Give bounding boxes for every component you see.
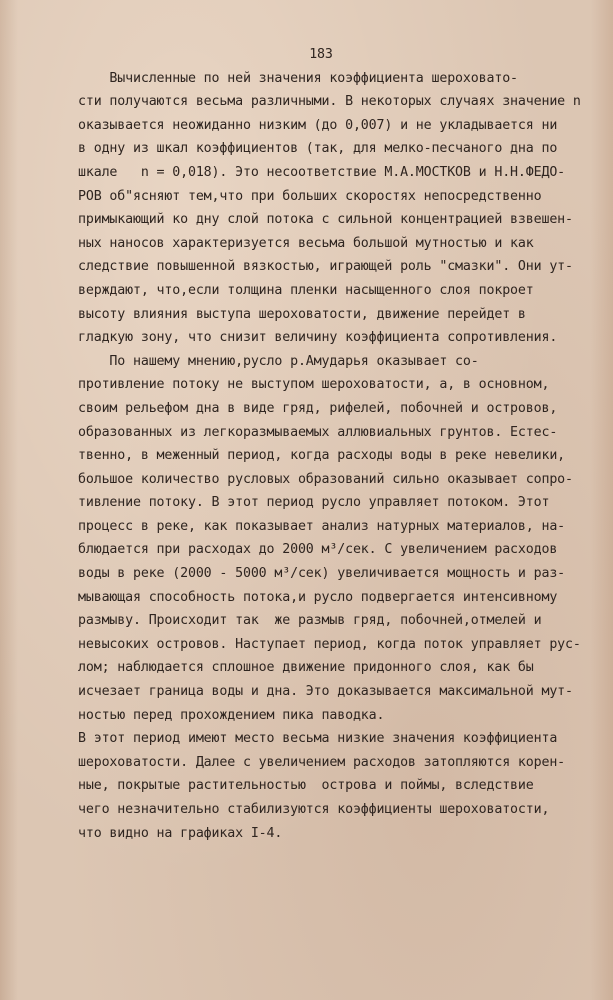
- page-number: 183: [309, 47, 333, 62]
- text-line: процесс в реке, как показывает анализ натурных материалов, на-: [78, 518, 566, 534]
- text-line: шкале n = 0,018). Это несоответствие М.А.МОСТКОВ и Н.Н.ФЕДО-: [78, 164, 566, 180]
- text-line: в одну из шкал коэффициентов (так, для мелко-песчаного дна по: [78, 141, 558, 157]
- text-line: ные, покрытые растительностью острова и поймы, вследствие: [78, 778, 534, 794]
- text-line: блюдается при расходах до 2000 м³/сек. С увеличением расходов: [78, 542, 558, 558]
- text-line: своим рельефом дна в виде гряд, рифелей, побочней и островов,: [78, 400, 558, 416]
- text-line: что видно на графиках I-4.: [78, 825, 283, 841]
- text-line: верждают, что,если толщина пленки насыщенного слоя покроет: [78, 282, 534, 298]
- text-line: невысоких островов. Наступает период, когда поток управляет рус-: [78, 636, 581, 652]
- text-line: воды в реке (2000 - 5000 м³/сек) увеличивается мощность и раз-: [78, 566, 566, 582]
- text-line: исчезает граница воды и дна. Это доказывается максимальной мут-: [78, 684, 573, 700]
- text-line: РОВ об"ясняют тем,что при больших скоростях непосредственно: [78, 188, 542, 204]
- text-body: [78, 43, 581, 845]
- text-line: Вычисленные по ней значения коэффициента шероховато-: [78, 70, 518, 86]
- text-line: размыву. Происходит так же размыв гряд, побочней,отмелей и: [78, 613, 542, 629]
- text-line: примыкающий ко дну слой потока с сильной концентрацией взвешен-: [78, 212, 573, 228]
- text-line: высоту влияния выступа шероховатости, движение перейдет в: [78, 306, 526, 322]
- text-line: образованных из легкоразмываемых аллювиальных грунтов. Естес-: [78, 424, 558, 440]
- text-line: гладкую зону, что снизит величину коэффициента сопротивления.: [78, 330, 558, 346]
- text-line: противление потоку не выступом шероховатости, а, в основном,: [78, 377, 550, 393]
- text-line: чего незначительно стабилизуются коэффициенты шероховатости,: [78, 802, 550, 817]
- text-line: В этот период имеют место весьма низкие значения коэффициента: [78, 731, 558, 747]
- text-line: большое количество русловых образований сильно оказывает сопро-: [78, 471, 573, 487]
- text-line: мывающая способность потока,и русло подвергается интенсивному: [78, 589, 558, 605]
- text-line: ных наносов характеризуется весьма большой мутностью и как: [78, 235, 534, 251]
- text-line: следствие повышенной вязкостью, играющей роль "смазки". Они ут-: [78, 259, 573, 275]
- text-line: сти получаются весьма различными. В некоторых случаях значение n: [78, 94, 581, 110]
- text-line: шероховатости. Далее с увеличением расходов затопляются корен-: [78, 754, 566, 770]
- text-line: ностью перед прохождением пика паводка.: [78, 707, 385, 723]
- text-line: тивление потоку. В этот период русло управляет потоком. Этот: [78, 495, 550, 511]
- text-line: По нашему мнению,русло р.Амударья оказывает со-: [78, 353, 479, 369]
- text-line: твенно, в меженный период, когда расходы воды в реке невелики,: [78, 448, 566, 464]
- text-line: оказывается неожиданно низким (до 0,007) и не укладывается ни: [78, 117, 558, 133]
- text-line: лом; наблюдается сплошное движение придонного слоя, как бы: [78, 660, 534, 676]
